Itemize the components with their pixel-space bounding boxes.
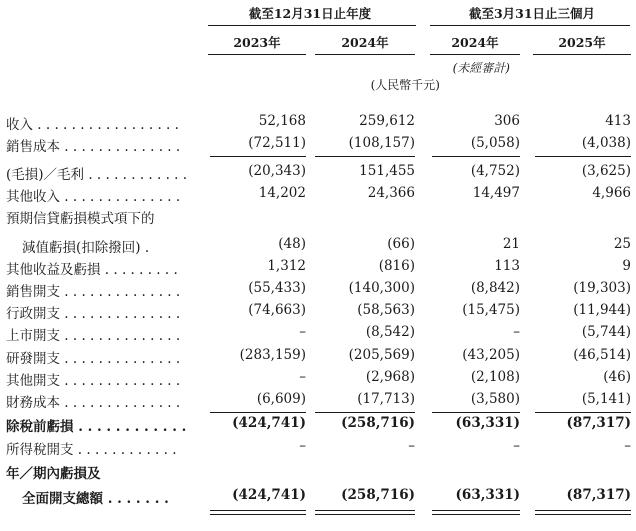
row-label: (毛損)／毛利 . . . . . . . . . . . .: [6, 167, 188, 183]
year-underline-2024-fy: [315, 54, 415, 55]
row-value: 21: [502, 236, 520, 252]
subtotal-rule: [315, 514, 415, 515]
row-value: (3,625): [581, 163, 631, 179]
table-row: [0, 236, 636, 258]
table-row: [0, 280, 636, 302]
year-underline-2024-q: [430, 54, 520, 55]
row-value: (74,663): [248, 302, 306, 318]
year-2024-fy: 2024年: [341, 35, 389, 50]
table-row: [0, 113, 636, 135]
row-value: (72,511): [248, 135, 306, 151]
table-row: [0, 369, 636, 391]
row-label: 全面開支總額 . . . . . . .: [22, 491, 169, 507]
row-value: (5,744): [581, 324, 631, 340]
row-value: 25: [613, 236, 631, 252]
row-label: 減值虧損(扣除撥回) .: [22, 240, 150, 256]
row-value: (2,968): [365, 369, 415, 385]
row-value: 306: [494, 113, 520, 129]
row-label: 所得稅開支 . . . . . . . . . . . .: [6, 442, 177, 458]
row-value: (55,433): [248, 280, 306, 296]
header-three-months: 截至3月31日止三個月: [468, 6, 596, 21]
subtotal-rule: [210, 514, 306, 515]
row-value: 413: [605, 113, 631, 129]
subtotal-rule: [210, 510, 306, 511]
row-value: (258,716): [341, 415, 415, 431]
row-value: (283,159): [239, 347, 306, 363]
subtotal-rule: [315, 412, 415, 413]
row-value: (19,303): [573, 280, 631, 296]
row-value: (66): [387, 236, 415, 252]
row-value: 1,312: [267, 258, 306, 274]
header-underline-q: [430, 25, 630, 26]
row-value: (63,331): [455, 415, 520, 431]
table-row: [0, 207, 636, 229]
subtotal-rule: [210, 412, 306, 413]
row-value: (816): [378, 258, 415, 274]
subtotal-rule: [535, 156, 631, 157]
row-label: 上市開支 . . . . . . . . . . . . . .: [6, 328, 181, 344]
row-value: (3,580): [470, 391, 520, 407]
row-label: 行政開支 . . . . . . . . . . . . . .: [6, 306, 181, 322]
row-label: 財務成本 . . . . . . . . . . . . . .: [6, 395, 181, 411]
row-label: 收入 . . . . . . . . . . . . . . . . .: [6, 117, 179, 133]
table-row: [0, 258, 636, 280]
row-value: 4,966: [592, 185, 631, 201]
row-value: (108,157): [348, 135, 415, 151]
row-value: (63,331): [455, 487, 520, 503]
row-value: (8,842): [470, 280, 520, 296]
subtotal-rule: [432, 412, 520, 413]
row-value: (140,300): [348, 280, 415, 296]
table-row: [0, 163, 636, 185]
row-label: 研發開支 . . . . . . . . . . . . . .: [6, 351, 181, 367]
row-value: (17,713): [357, 391, 415, 407]
year-underline-2023: [208, 54, 306, 55]
row-value: –: [513, 438, 520, 454]
header-underline-fy: [208, 25, 416, 26]
table-row: [0, 302, 636, 324]
table-row: [0, 347, 636, 369]
subtotal-rule: [535, 510, 631, 511]
row-value: (258,716): [341, 487, 415, 503]
subtotal-rule: [315, 510, 415, 511]
row-value: (48): [278, 236, 306, 252]
subtotal-rule: [432, 510, 520, 511]
row-value: 113: [494, 258, 520, 274]
row-value: (87,317): [566, 415, 631, 431]
year-2024-q: 2024年: [451, 35, 499, 50]
row-value: 14,497: [472, 185, 520, 201]
row-value: (424,741): [232, 487, 306, 503]
row-value: (11,944): [573, 302, 631, 318]
row-value: 24,366: [367, 185, 415, 201]
header-fiscal-year: 截至12月31日止年度: [248, 6, 372, 21]
row-value: (8,542): [365, 324, 415, 340]
row-value: –: [299, 438, 306, 454]
year-2023: 2023年: [233, 35, 281, 50]
row-value: (46,514): [573, 347, 631, 363]
row-value: (15,475): [462, 302, 520, 318]
subtotal-rule: [315, 156, 415, 157]
row-label: 銷售成本 . . . . . . . . . . . . . .: [6, 139, 181, 155]
row-value: (5,058): [470, 135, 520, 151]
row-value: 14,202: [258, 185, 306, 201]
row-value: 151,455: [359, 163, 415, 179]
row-value: (2,108): [470, 369, 520, 385]
unit-note: (人民幣千元): [370, 78, 440, 92]
row-value: (20,343): [248, 163, 306, 179]
table-row: [0, 185, 636, 207]
row-value: (58,563): [357, 302, 415, 318]
year-underline-2025-q: [533, 54, 631, 55]
row-label: 銷售開支 . . . . . . . . . . . . . .: [6, 284, 181, 300]
row-value: –: [299, 369, 306, 385]
subtotal-rule: [535, 412, 631, 413]
row-value: –: [513, 324, 520, 340]
table-row: [0, 438, 636, 460]
table-row: [0, 487, 636, 509]
row-value: (4,038): [581, 135, 631, 151]
table-row: [0, 462, 636, 484]
row-value: –: [624, 438, 631, 454]
row-value: (6,609): [256, 391, 306, 407]
subtotal-rule: [210, 156, 306, 157]
row-label: 年／期內虧損及: [6, 466, 101, 482]
subtotal-rule: [535, 514, 631, 515]
row-value: –: [299, 324, 306, 340]
table-row: [0, 391, 636, 413]
year-2025-q: 2025年: [558, 35, 606, 50]
row-label: 其他開支 . . . . . . . . . . . . . .: [6, 373, 181, 389]
row-label: 預期信貸虧損模式項下的: [6, 211, 155, 227]
row-value: –: [408, 438, 415, 454]
subtotal-rule: [432, 156, 520, 157]
row-value: (46): [603, 369, 631, 385]
table-row: [0, 324, 636, 346]
row-label: 除稅前虧損 . . . . . . . . . . . .: [6, 419, 187, 435]
table-row: [0, 135, 636, 157]
unaudited-note: (未經審計): [452, 61, 510, 75]
table-row: [0, 415, 636, 437]
row-value: (5,141): [581, 391, 631, 407]
row-value: (205,569): [348, 347, 415, 363]
row-label: 其他收益及虧損 . . . . . . . . .: [6, 262, 178, 278]
subtotal-rule: [432, 514, 520, 515]
row-value: 259,612: [359, 113, 415, 129]
row-value: (87,317): [566, 487, 631, 503]
row-value: (4,752): [470, 163, 520, 179]
row-value: (43,205): [462, 347, 520, 363]
row-value: 52,168: [258, 113, 306, 129]
row-label: 其他收入 . . . . . . . . . . . . . .: [6, 189, 181, 205]
row-value: (424,741): [232, 415, 306, 431]
row-value: 9: [622, 258, 631, 274]
